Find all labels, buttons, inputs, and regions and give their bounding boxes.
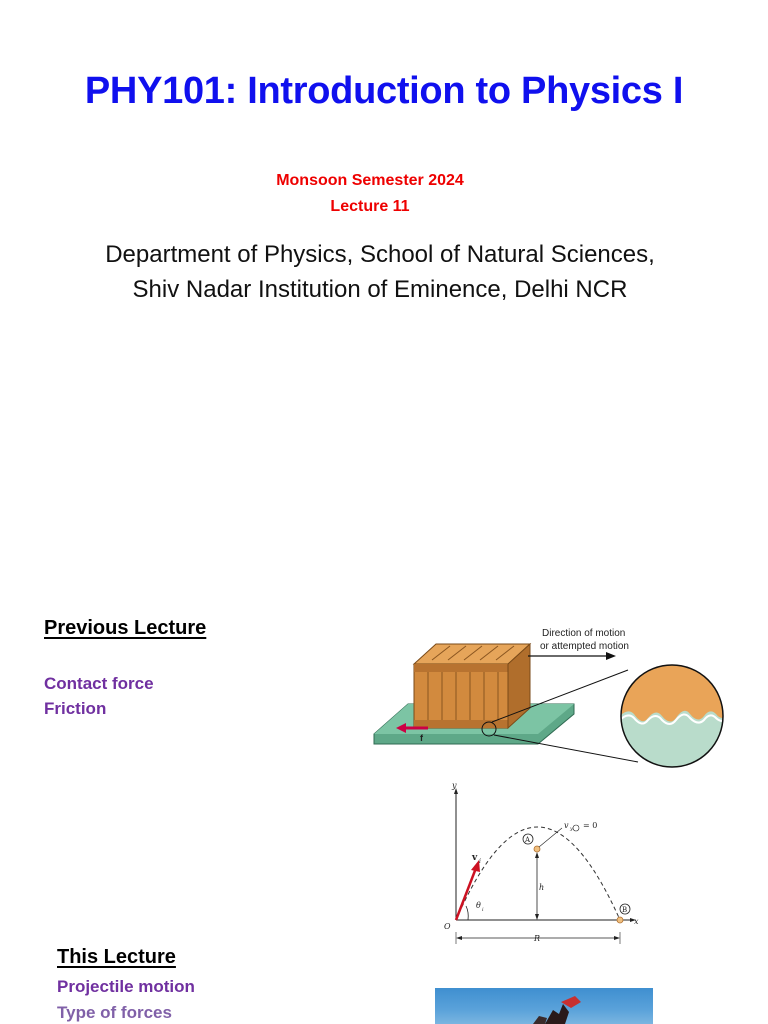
x-axis-label: x bbox=[634, 917, 639, 926]
initial-velocity-arrow bbox=[456, 868, 476, 920]
apex-condition: = 0 bbox=[583, 821, 598, 830]
y-axis-label: y bbox=[452, 781, 457, 790]
angle-subscript: i bbox=[482, 907, 484, 913]
this-lecture-item: Projectile motion bbox=[57, 977, 195, 996]
range-label: R bbox=[534, 934, 541, 943]
lecture-number: Lecture 11 bbox=[330, 198, 410, 215]
motion-caption-2: or attempted motion bbox=[540, 641, 629, 652]
velocity-label: v bbox=[472, 853, 478, 863]
friction-crate-figure bbox=[370, 622, 730, 772]
this-lecture-heading: This Lecture bbox=[57, 946, 176, 968]
apex-condition-sub: y bbox=[570, 826, 573, 832]
apex-condition-var: v bbox=[564, 821, 569, 830]
apex-label: A bbox=[525, 836, 531, 844]
previous-lecture-item: Contact force bbox=[44, 674, 154, 693]
previous-lecture-heading: Previous Lecture bbox=[44, 617, 207, 639]
lecture-photo bbox=[435, 988, 653, 1024]
photo-figure bbox=[435, 988, 653, 1024]
previous-lecture-item: Friction bbox=[44, 699, 107, 718]
department-line-1: Department of Physics, School of Natural Sciences, bbox=[105, 241, 655, 268]
angle-label: θ bbox=[476, 901, 481, 910]
motion-caption-1: Direction of motion bbox=[542, 628, 626, 639]
projectile-trajectory-figure bbox=[438, 778, 648, 953]
friction-force-label: f bbox=[420, 733, 423, 743]
height-label: h bbox=[539, 883, 545, 892]
semester-label: Monsoon Semester 2024 bbox=[276, 172, 464, 189]
course-title: PHY101: Introduction to Physics I bbox=[84, 70, 684, 112]
origin-label: O bbox=[444, 922, 451, 931]
angle-arc bbox=[466, 906, 468, 920]
velocity-subscript: i bbox=[479, 858, 481, 865]
this-lecture-item: Type of forces bbox=[57, 1003, 172, 1022]
landing-point bbox=[617, 917, 623, 923]
department-line-2: Shiv Nadar Institution of Eminence, Delhi NCR bbox=[132, 276, 628, 303]
landing-label: B bbox=[622, 906, 628, 914]
